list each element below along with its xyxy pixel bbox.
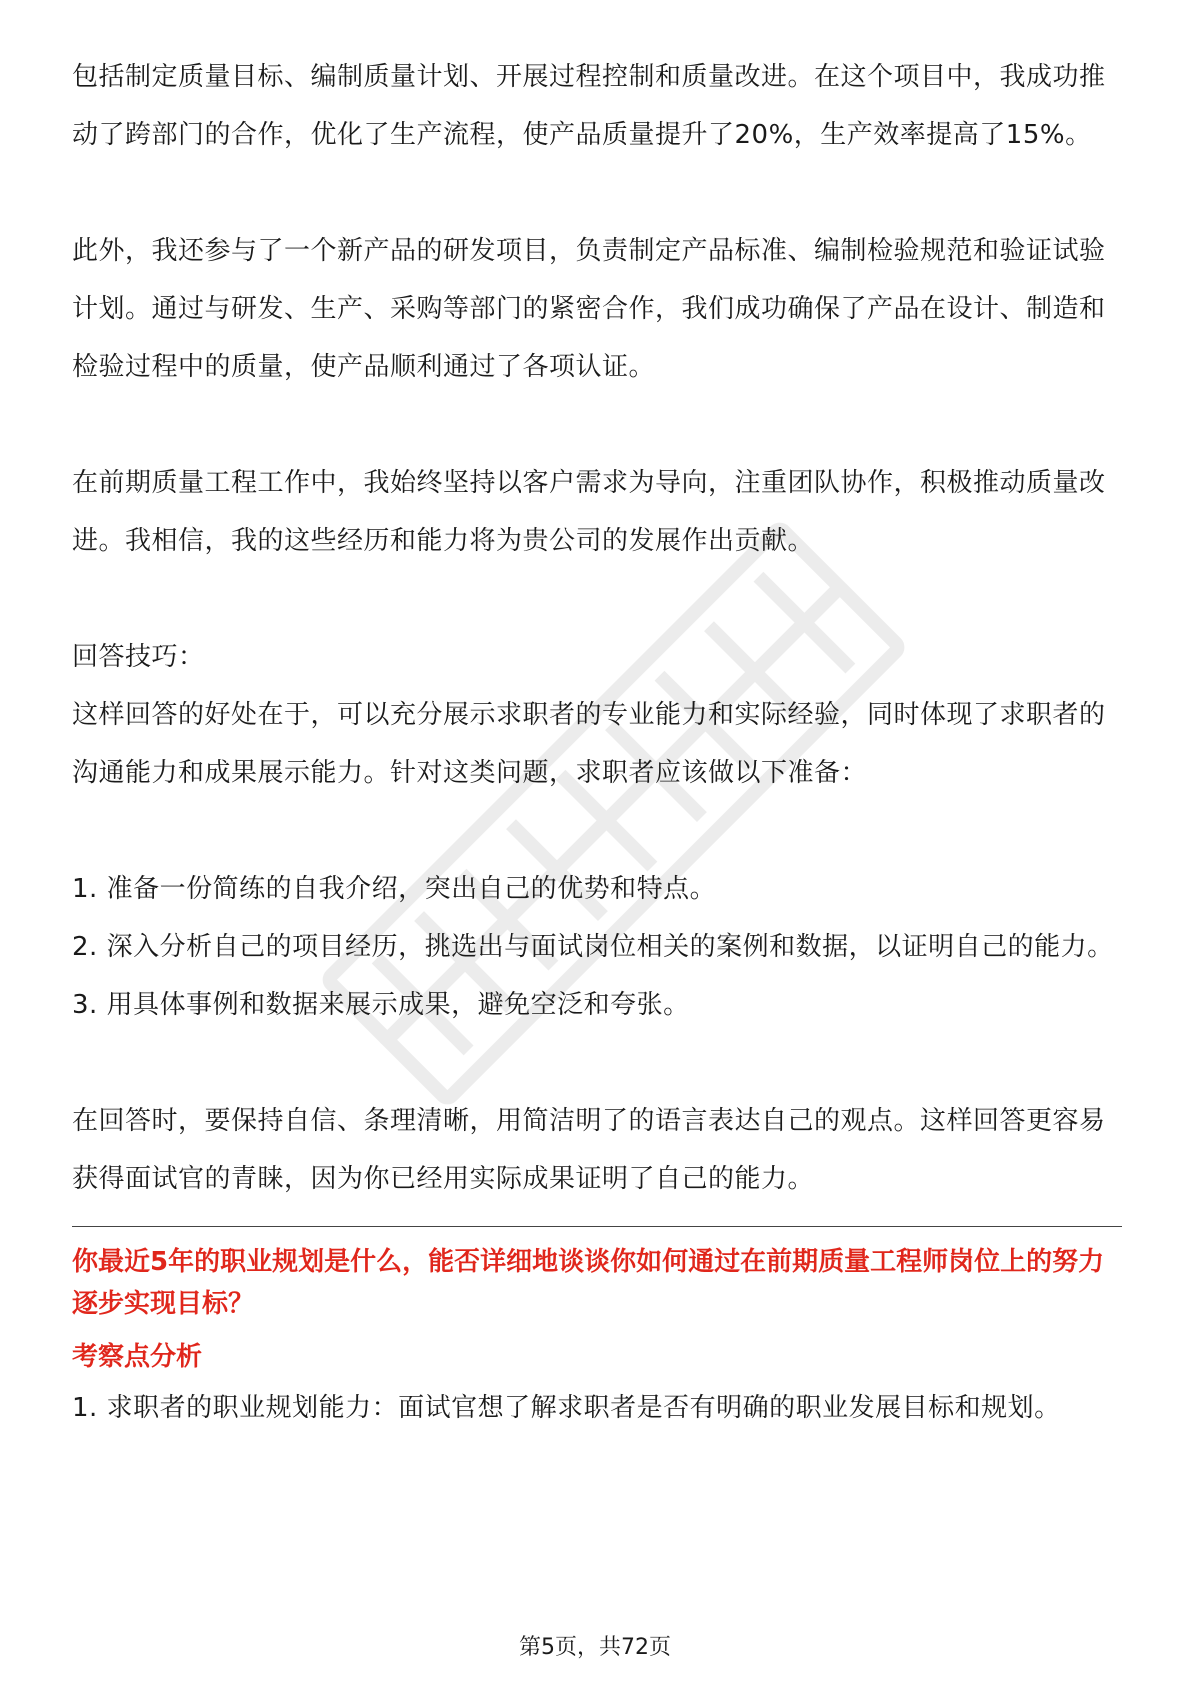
tips-closing: 在回答时，要保持自信、条理清晰，用简洁明了的语言表达自己的观点。这样回答更容易获得面试官的青睐，因为你已经用实际成果证明了自己的能力。 xyxy=(72,1106,1106,1194)
tips-intro: 这样回答的好处在于，可以充分展示求职者的专业能力和实际经验，同时体现了求职者的沟通能力和成果展示能力。针对这类问题，求职者应该做以下准备： xyxy=(72,700,1106,788)
page-footer: 第5页，共72页 xyxy=(519,1635,671,1660)
next-question-title: 你最近5年的职业规划是什么，能否详细地谈谈你如何通过在前期质量工程师岗位上的努力逐步实现目标？ xyxy=(72,1247,1105,1319)
tips-item-2: 2. 深入分析自己的项目经历，挑选出与面试岗位相关的案例和数据，以证明自己的能力。 xyxy=(72,932,1114,962)
tips-heading: 回答技巧： xyxy=(72,642,205,672)
section-divider xyxy=(72,1226,1122,1227)
tips-item-1: 1. 准备一份简练的自我介绍，突出自己的优势和特点。 xyxy=(72,874,717,904)
analysis-item-1: 1. 求职者的职业规划能力：面试官想了解求职者是否有明确的职业发展目标和规划。 xyxy=(72,1393,1061,1423)
tips-item-3: 3. 用具体事例和数据来展示成果，避免空泛和夸张。 xyxy=(72,990,690,1020)
paragraph-summary: 在前期质量工程工作中，我始终坚持以客户需求为导向，注重团队协作，积极推动质量改进。我相信，我的这些经历和能力将为贵公司的发展作出贡献。 xyxy=(72,468,1106,556)
paragraph-quality-project: 包括制定质量目标、编制质量计划、开展过程控制和质量改进。在这个项目中，我成功推动了跨部门的合作，优化了生产流程，使产品质量提升了20%，生产效率提高了15%。 xyxy=(72,62,1106,150)
analysis-heading: 考察点分析 xyxy=(72,1342,203,1372)
paragraph-new-product: 此外，我还参与了一个新产品的研发项目，负责制定产品标准、编制检验规范和验证试验计划。通过与研发、生产、采购等部门的紧密合作，我们成功确保了产品在设计、制造和检验过程中的质量，使产品顺利通过了各项认证。 xyxy=(72,236,1106,382)
document-page xyxy=(72,48,1122,1437)
